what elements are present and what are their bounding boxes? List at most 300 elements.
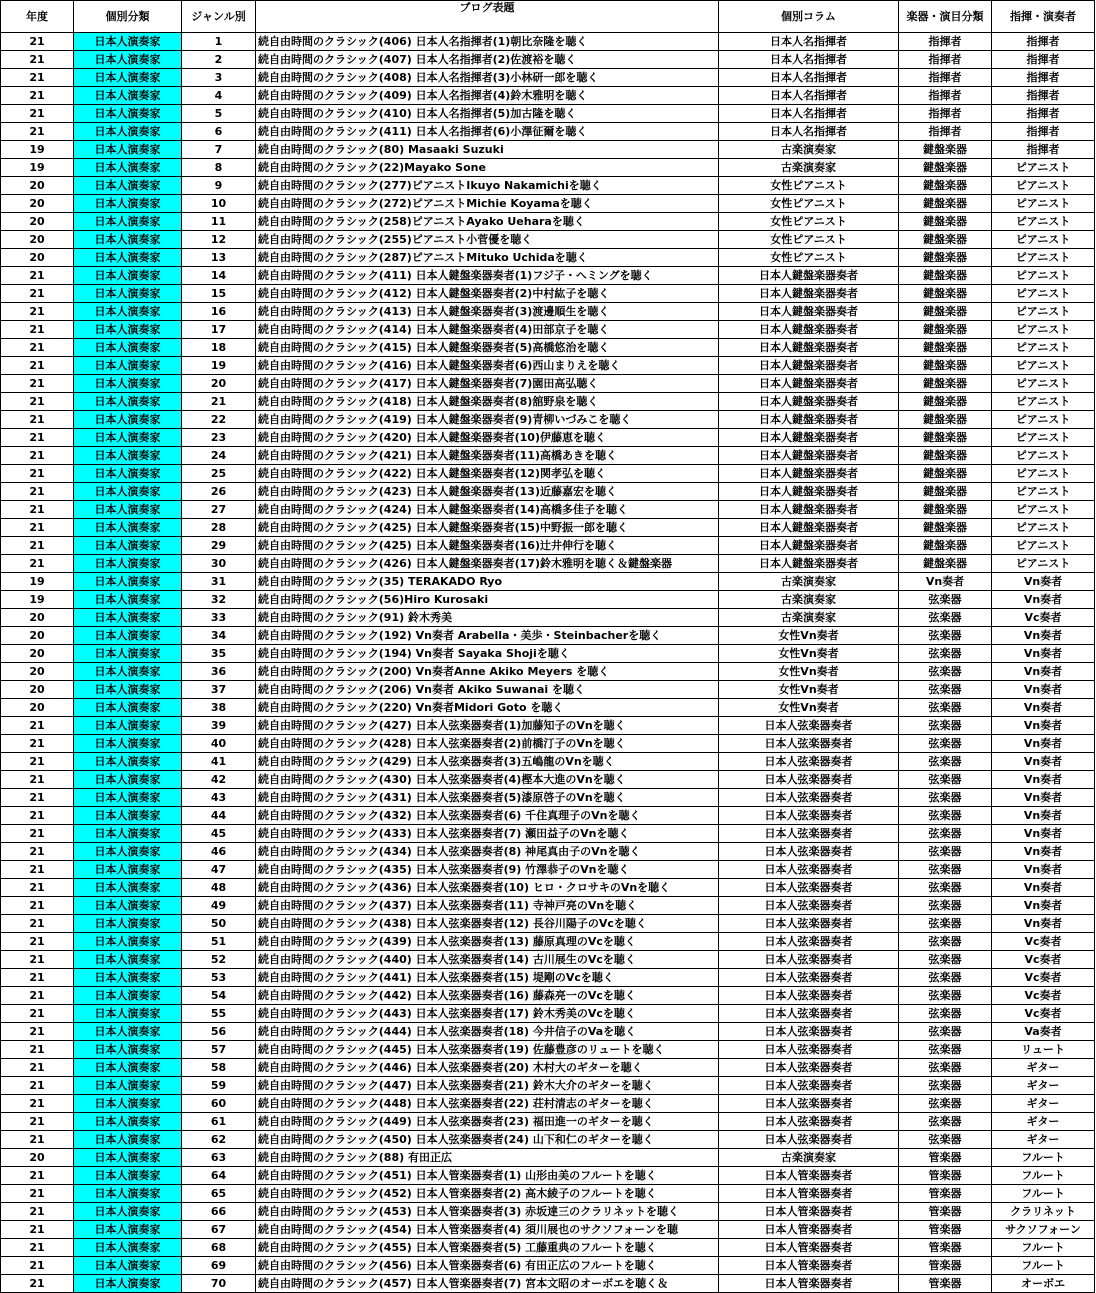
cell-performer[interactable]: 指揮者	[992, 123, 1095, 141]
cell-instrument[interactable]: 弦楽器	[899, 753, 992, 771]
cell-year[interactable]: 21	[1, 1059, 74, 1077]
cell-performer[interactable]: Vn奏者	[992, 915, 1095, 933]
cell-genre-number[interactable]: 26	[182, 483, 256, 501]
cell-blog-title[interactable]: 続自由時間のクラシック(454) 日本人管楽器奏者(4) 須川展也のサクソフォーンを聴	[256, 1221, 719, 1239]
cell-performer[interactable]: ピアニスト	[992, 159, 1095, 177]
cell-year[interactable]: 21	[1, 1221, 74, 1239]
cell-column[interactable]: 女性ピアニスト	[719, 231, 899, 249]
cell-column[interactable]: 日本人弦楽器奏者	[719, 843, 899, 861]
cell-year[interactable]: 21	[1, 267, 74, 285]
cell-genre-number[interactable]: 36	[182, 663, 256, 681]
cell-genre-number[interactable]: 66	[182, 1203, 256, 1221]
cell-column[interactable]: 古楽演奏家	[719, 573, 899, 591]
cell-instrument[interactable]: 弦楽器	[899, 1113, 992, 1131]
cell-column[interactable]: 日本人鍵盤楽器奏者	[719, 555, 899, 573]
cell-genre-number[interactable]: 2	[182, 51, 256, 69]
cell-performer[interactable]: 指揮者	[992, 141, 1095, 159]
cell-category[interactable]: 日本人演奏家	[74, 1095, 182, 1113]
cell-year[interactable]: 20	[1, 645, 74, 663]
cell-column[interactable]: 日本人名指揮者	[719, 87, 899, 105]
cell-performer[interactable]: 指揮者	[992, 51, 1095, 69]
cell-genre-number[interactable]: 69	[182, 1257, 256, 1275]
cell-genre-number[interactable]: 39	[182, 717, 256, 735]
cell-genre-number[interactable]: 61	[182, 1113, 256, 1131]
cell-column[interactable]: 日本人弦楽器奏者	[719, 1005, 899, 1023]
cell-year[interactable]: 21	[1, 33, 74, 51]
cell-year[interactable]: 21	[1, 537, 74, 555]
cell-instrument[interactable]: 管楽器	[899, 1149, 992, 1167]
cell-year[interactable]: 21	[1, 1239, 74, 1257]
cell-genre-number[interactable]: 62	[182, 1131, 256, 1149]
cell-genre-number[interactable]: 1	[182, 33, 256, 51]
cell-blog-title[interactable]: 続自由時間のクラシック(220) Vn奏者Midori Goto を聴く	[256, 699, 719, 717]
cell-instrument[interactable]: 弦楽器	[899, 1059, 992, 1077]
cell-genre-number[interactable]: 22	[182, 411, 256, 429]
cell-genre-number[interactable]: 67	[182, 1221, 256, 1239]
cell-blog-title[interactable]: 続自由時間のクラシック(447) 日本人弦楽器奏者(21) 鈴木大介のギターを聴く	[256, 1077, 719, 1095]
cell-genre-number[interactable]: 59	[182, 1077, 256, 1095]
cell-blog-title[interactable]: 続自由時間のクラシック(451) 日本人管楽器奏者(1) 山形由美のフルートを聴く	[256, 1167, 719, 1185]
cell-performer[interactable]: クラリネット	[992, 1203, 1095, 1221]
cell-column[interactable]: 日本人鍵盤楽器奏者	[719, 321, 899, 339]
cell-genre-number[interactable]: 43	[182, 789, 256, 807]
cell-instrument[interactable]: 鍵盤楽器	[899, 249, 992, 267]
cell-performer[interactable]: Vn奏者	[992, 879, 1095, 897]
cell-column[interactable]: 日本人弦楽器奏者	[719, 1041, 899, 1059]
cell-genre-number[interactable]: 10	[182, 195, 256, 213]
cell-category[interactable]: 日本人演奏家	[74, 501, 182, 519]
cell-column[interactable]: 日本人鍵盤楽器奏者	[719, 519, 899, 537]
cell-year[interactable]: 21	[1, 933, 74, 951]
cell-instrument[interactable]: 弦楽器	[899, 627, 992, 645]
cell-blog-title[interactable]: 続自由時間のクラシック(426) 日本人鍵盤楽器奏者(17)鈴木雅明を聴く＆鍵盤楽器	[256, 555, 719, 573]
cell-genre-number[interactable]: 55	[182, 1005, 256, 1023]
cell-year[interactable]: 20	[1, 681, 74, 699]
cell-category[interactable]: 日本人演奏家	[74, 735, 182, 753]
cell-column[interactable]: 日本人鍵盤楽器奏者	[719, 267, 899, 285]
cell-column[interactable]: 日本人弦楽器奏者	[719, 1023, 899, 1041]
cell-genre-number[interactable]: 21	[182, 393, 256, 411]
cell-performer[interactable]: ピアニスト	[992, 249, 1095, 267]
cell-instrument[interactable]: 弦楽器	[899, 951, 992, 969]
cell-blog-title[interactable]: 続自由時間のクラシック(424) 日本人鍵盤楽器奏者(14)高橋多佳子を聴く	[256, 501, 719, 519]
cell-blog-title[interactable]: 続自由時間のクラシック(414) 日本人鍵盤楽器奏者(4)田部京子を聴く	[256, 321, 719, 339]
cell-genre-number[interactable]: 3	[182, 69, 256, 87]
cell-instrument[interactable]: 弦楽器	[899, 807, 992, 825]
cell-category[interactable]: 日本人演奏家	[74, 483, 182, 501]
cell-performer[interactable]: リュート	[992, 1041, 1095, 1059]
cell-category[interactable]: 日本人演奏家	[74, 987, 182, 1005]
cell-instrument[interactable]: 弦楽器	[899, 1005, 992, 1023]
cell-instrument[interactable]: 鍵盤楽器	[899, 285, 992, 303]
cell-column[interactable]: 女性Vn奏者	[719, 681, 899, 699]
cell-column[interactable]: 日本人弦楽器奏者	[719, 933, 899, 951]
cell-category[interactable]: 日本人演奏家	[74, 69, 182, 87]
cell-instrument[interactable]: 弦楽器	[899, 1023, 992, 1041]
cell-genre-number[interactable]: 13	[182, 249, 256, 267]
cell-instrument[interactable]: 弦楽器	[899, 1041, 992, 1059]
cell-genre-number[interactable]: 19	[182, 357, 256, 375]
cell-blog-title[interactable]: 続自由時間のクラシック(444) 日本人弦楽器奏者(18) 今井信子のVaを聴く	[256, 1023, 719, 1041]
cell-performer[interactable]: Vn奏者	[992, 681, 1095, 699]
cell-year[interactable]: 21	[1, 357, 74, 375]
cell-blog-title[interactable]: 続自由時間のクラシック(418) 日本人鍵盤楽器奏者(8)舘野泉を聴く	[256, 393, 719, 411]
cell-genre-number[interactable]: 52	[182, 951, 256, 969]
cell-category[interactable]: 日本人演奏家	[74, 249, 182, 267]
cell-blog-title[interactable]: 続自由時間のクラシック(413) 日本人鍵盤楽器奏者(3)渡邊順生を聴く	[256, 303, 719, 321]
cell-column[interactable]: 日本人鍵盤楽器奏者	[719, 465, 899, 483]
cell-instrument[interactable]: 鍵盤楽器	[899, 177, 992, 195]
cell-column[interactable]: 日本人弦楽器奏者	[719, 807, 899, 825]
cell-column[interactable]: 女性Vn奏者	[719, 627, 899, 645]
cell-genre-number[interactable]: 50	[182, 915, 256, 933]
cell-year[interactable]: 21	[1, 789, 74, 807]
cell-category[interactable]: 日本人演奏家	[74, 213, 182, 231]
cell-blog-title[interactable]: 続自由時間のクラシック(443) 日本人弦楽器奏者(17) 鈴木秀美のVcを聴く	[256, 1005, 719, 1023]
cell-instrument[interactable]: 弦楽器	[899, 771, 992, 789]
cell-genre-number[interactable]: 7	[182, 141, 256, 159]
cell-column[interactable]: 日本人管楽器奏者	[719, 1185, 899, 1203]
cell-category[interactable]: 日本人演奏家	[74, 573, 182, 591]
cell-instrument[interactable]: 鍵盤楽器	[899, 429, 992, 447]
cell-category[interactable]: 日本人演奏家	[74, 1203, 182, 1221]
cell-year[interactable]: 21	[1, 465, 74, 483]
cell-instrument[interactable]: 弦楽器	[899, 825, 992, 843]
cell-year[interactable]: 21	[1, 555, 74, 573]
cell-performer[interactable]: ピアニスト	[992, 285, 1095, 303]
cell-category[interactable]: 日本人演奏家	[74, 951, 182, 969]
cell-year[interactable]: 21	[1, 1275, 74, 1293]
cell-instrument[interactable]: 弦楽器	[899, 879, 992, 897]
cell-instrument[interactable]: 弦楽器	[899, 915, 992, 933]
cell-blog-title[interactable]: 続自由時間のクラシック(423) 日本人鍵盤楽器奏者(13)近藤嘉宏を聴く	[256, 483, 719, 501]
cell-blog-title[interactable]: 続自由時間のクラシック(416) 日本人鍵盤楽器奏者(6)西山まりえを聴く	[256, 357, 719, 375]
cell-performer[interactable]: Vn奏者	[992, 861, 1095, 879]
cell-category[interactable]: 日本人演奏家	[74, 861, 182, 879]
cell-blog-title[interactable]: 続自由時間のクラシック(194) Vn奏者 Sayaka Shojiを聴く	[256, 645, 719, 663]
cell-genre-number[interactable]: 5	[182, 105, 256, 123]
cell-performer[interactable]: ギター	[992, 1113, 1095, 1131]
cell-blog-title[interactable]: 続自由時間のクラシック(452) 日本人管楽器奏者(2) 高木綾子のフルートを聴く	[256, 1185, 719, 1203]
cell-instrument[interactable]: 指揮者	[899, 69, 992, 87]
cell-category[interactable]: 日本人演奏家	[74, 1221, 182, 1239]
cell-genre-number[interactable]: 8	[182, 159, 256, 177]
cell-genre-number[interactable]: 4	[182, 87, 256, 105]
cell-category[interactable]: 日本人演奏家	[74, 159, 182, 177]
cell-column[interactable]: 日本人名指揮者	[719, 33, 899, 51]
cell-performer[interactable]: Vc奏者	[992, 987, 1095, 1005]
cell-instrument[interactable]: 管楽器	[899, 1275, 992, 1293]
cell-instrument[interactable]: 弦楽器	[899, 645, 992, 663]
cell-performer[interactable]: Vn奏者	[992, 771, 1095, 789]
cell-column[interactable]: 日本人弦楽器奏者	[719, 915, 899, 933]
cell-instrument[interactable]: 指揮者	[899, 123, 992, 141]
cell-performer[interactable]: Vc奏者	[992, 951, 1095, 969]
cell-column[interactable]: 女性Vn奏者	[719, 645, 899, 663]
cell-performer[interactable]: ピアニスト	[992, 267, 1095, 285]
cell-performer[interactable]: ピアニスト	[992, 483, 1095, 501]
cell-category[interactable]: 日本人演奏家	[74, 357, 182, 375]
cell-instrument[interactable]: 鍵盤楽器	[899, 537, 992, 555]
cell-genre-number[interactable]: 37	[182, 681, 256, 699]
cell-category[interactable]: 日本人演奏家	[74, 717, 182, 735]
cell-blog-title[interactable]: 続自由時間のクラシック(453) 日本人管楽器奏者(3) 赤坂達三のクラリネットを聴く	[256, 1203, 719, 1221]
cell-column[interactable]: 日本人鍵盤楽器奏者	[719, 483, 899, 501]
cell-column[interactable]: 日本人弦楽器奏者	[719, 879, 899, 897]
cell-instrument[interactable]: 鍵盤楽器	[899, 321, 992, 339]
cell-blog-title[interactable]: 続自由時間のクラシック(433) 日本人弦楽器奏者(7) 瀬田益子のVnを聴く	[256, 825, 719, 843]
cell-genre-number[interactable]: 56	[182, 1023, 256, 1041]
cell-blog-title[interactable]: 続自由時間のクラシック(438) 日本人弦楽器奏者(12) 長谷川陽子のVcを聴く	[256, 915, 719, 933]
cell-performer[interactable]: Vn奏者	[992, 735, 1095, 753]
cell-column[interactable]: 日本人鍵盤楽器奏者	[719, 285, 899, 303]
cell-category[interactable]: 日本人演奏家	[74, 1275, 182, 1293]
cell-blog-title[interactable]: 続自由時間のクラシック(437) 日本人弦楽器奏者(11) 寺神戸亮のVnを聴く	[256, 897, 719, 915]
cell-category[interactable]: 日本人演奏家	[74, 393, 182, 411]
cell-performer[interactable]: Vn奏者	[992, 663, 1095, 681]
cell-year[interactable]: 21	[1, 861, 74, 879]
cell-instrument[interactable]: 指揮者	[899, 33, 992, 51]
cell-year[interactable]: 21	[1, 1041, 74, 1059]
cell-column[interactable]: 日本人鍵盤楽器奏者	[719, 501, 899, 519]
cell-category[interactable]: 日本人演奏家	[74, 879, 182, 897]
cell-column[interactable]: 古楽演奏家	[719, 591, 899, 609]
cell-column[interactable]: 日本人鍵盤楽器奏者	[719, 393, 899, 411]
cell-category[interactable]: 日本人演奏家	[74, 177, 182, 195]
cell-blog-title[interactable]: 続自由時間のクラシック(272)ピアニストMichie Koyamaを聴く	[256, 195, 719, 213]
cell-genre-number[interactable]: 18	[182, 339, 256, 357]
cell-blog-title[interactable]: 続自由時間のクラシック(429) 日本人弦楽器奏者(3)五嶋龍のVnを聴く	[256, 753, 719, 771]
cell-performer[interactable]: Vn奏者	[992, 843, 1095, 861]
cell-year[interactable]: 21	[1, 879, 74, 897]
cell-year[interactable]: 19	[1, 159, 74, 177]
cell-instrument[interactable]: 鍵盤楽器	[899, 357, 992, 375]
cell-blog-title[interactable]: 続自由時間のクラシック(436) 日本人弦楽器奏者(10) ヒロ・クロサキのVnを聴く	[256, 879, 719, 897]
cell-category[interactable]: 日本人演奏家	[74, 699, 182, 717]
cell-year[interactable]: 21	[1, 987, 74, 1005]
cell-column[interactable]: 日本人鍵盤楽器奏者	[719, 447, 899, 465]
cell-genre-number[interactable]: 41	[182, 753, 256, 771]
cell-year[interactable]: 20	[1, 663, 74, 681]
cell-blog-title[interactable]: 続自由時間のクラシック(88) 有田正広	[256, 1149, 719, 1167]
cell-category[interactable]: 日本人演奏家	[74, 681, 182, 699]
cell-year[interactable]: 21	[1, 771, 74, 789]
cell-category[interactable]: 日本人演奏家	[74, 933, 182, 951]
cell-column[interactable]: 日本人管楽器奏者	[719, 1239, 899, 1257]
cell-column[interactable]: 古楽演奏家	[719, 159, 899, 177]
cell-year[interactable]: 21	[1, 1077, 74, 1095]
cell-performer[interactable]: Vc奏者	[992, 969, 1095, 987]
cell-column[interactable]: 日本人弦楽器奏者	[719, 969, 899, 987]
cell-blog-title[interactable]: 続自由時間のクラシック(56)Hiro Kurosaki	[256, 591, 719, 609]
cell-year[interactable]: 20	[1, 213, 74, 231]
cell-category[interactable]: 日本人演奏家	[74, 429, 182, 447]
cell-blog-title[interactable]: 続自由時間のクラシック(410) 日本人名指揮者(5)加古隆を聴く	[256, 105, 719, 123]
cell-genre-number[interactable]: 63	[182, 1149, 256, 1167]
cell-year[interactable]: 21	[1, 375, 74, 393]
cell-column[interactable]: 女性ピアニスト	[719, 177, 899, 195]
cell-blog-title[interactable]: 続自由時間のクラシック(80) Masaaki Suzuki	[256, 141, 719, 159]
cell-category[interactable]: 日本人演奏家	[74, 609, 182, 627]
cell-performer[interactable]: ピアニスト	[992, 465, 1095, 483]
cell-year[interactable]: 21	[1, 321, 74, 339]
cell-instrument[interactable]: 鍵盤楽器	[899, 555, 992, 573]
cell-year[interactable]: 21	[1, 753, 74, 771]
cell-blog-title[interactable]: 続自由時間のクラシック(277)ピアニストIkuyo Nakamichiを聴く	[256, 177, 719, 195]
cell-genre-number[interactable]: 33	[182, 609, 256, 627]
cell-category[interactable]: 日本人演奏家	[74, 267, 182, 285]
cell-category[interactable]: 日本人演奏家	[74, 825, 182, 843]
cell-performer[interactable]: ピアニスト	[992, 519, 1095, 537]
cell-genre-number[interactable]: 57	[182, 1041, 256, 1059]
cell-year[interactable]: 20	[1, 195, 74, 213]
cell-blog-title[interactable]: 続自由時間のクラシック(407) 日本人名指揮者(2)佐渡裕を聴く	[256, 51, 719, 69]
cell-column[interactable]: 日本人弦楽器奏者	[719, 1095, 899, 1113]
cell-genre-number[interactable]: 70	[182, 1275, 256, 1293]
cell-blog-title[interactable]: 続自由時間のクラシック(420) 日本人鍵盤楽器奏者(10)伊藤恵を聴く	[256, 429, 719, 447]
cell-blog-title[interactable]: 続自由時間のクラシック(456) 日本人管楽器奏者(6) 有田正広のフルートを聴く	[256, 1257, 719, 1275]
cell-year[interactable]: 21	[1, 1257, 74, 1275]
cell-genre-number[interactable]: 32	[182, 591, 256, 609]
cell-instrument[interactable]: 弦楽器	[899, 1077, 992, 1095]
cell-category[interactable]: 日本人演奏家	[74, 591, 182, 609]
cell-instrument[interactable]: 弦楽器	[899, 609, 992, 627]
cell-genre-number[interactable]: 68	[182, 1239, 256, 1257]
cell-year[interactable]: 21	[1, 843, 74, 861]
cell-instrument[interactable]: 鍵盤楽器	[899, 267, 992, 285]
cell-blog-title[interactable]: 続自由時間のクラシック(409) 日本人名指揮者(4)鈴木雅明を聴く	[256, 87, 719, 105]
cell-genre-number[interactable]: 65	[182, 1185, 256, 1203]
cell-column[interactable]: 日本人管楽器奏者	[719, 1257, 899, 1275]
cell-performer[interactable]: フルート	[992, 1257, 1095, 1275]
cell-instrument[interactable]: 鍵盤楽器	[899, 231, 992, 249]
cell-category[interactable]: 日本人演奏家	[74, 1077, 182, 1095]
cell-category[interactable]: 日本人演奏家	[74, 789, 182, 807]
cell-column[interactable]: 日本人弦楽器奏者	[719, 789, 899, 807]
cell-category[interactable]: 日本人演奏家	[74, 645, 182, 663]
cell-category[interactable]: 日本人演奏家	[74, 465, 182, 483]
cell-blog-title[interactable]: 続自由時間のクラシック(35) TERAKADO Ryo	[256, 573, 719, 591]
cell-instrument[interactable]: 弦楽器	[899, 699, 992, 717]
cell-column[interactable]: 日本人名指揮者	[719, 51, 899, 69]
cell-category[interactable]: 日本人演奏家	[74, 1167, 182, 1185]
cell-column[interactable]: 日本人鍵盤楽器奏者	[719, 339, 899, 357]
cell-year[interactable]: 20	[1, 177, 74, 195]
cell-blog-title[interactable]: 続自由時間のクラシック(411) 日本人鍵盤楽器奏者(1)フジ子・ヘミングを聴く	[256, 267, 719, 285]
cell-category[interactable]: 日本人演奏家	[74, 663, 182, 681]
cell-column[interactable]: 日本人名指揮者	[719, 123, 899, 141]
cell-performer[interactable]: ピアニスト	[992, 195, 1095, 213]
cell-year[interactable]: 20	[1, 231, 74, 249]
cell-instrument[interactable]: 指揮者	[899, 51, 992, 69]
cell-performer[interactable]: Vc奏者	[992, 609, 1095, 627]
cell-performer[interactable]: Vn奏者	[992, 825, 1095, 843]
cell-blog-title[interactable]: 続自由時間のクラシック(415) 日本人鍵盤楽器奏者(5)高橋悠治を聴く	[256, 339, 719, 357]
cell-column[interactable]: 日本人弦楽器奏者	[719, 861, 899, 879]
cell-year[interactable]: 21	[1, 1167, 74, 1185]
cell-year[interactable]: 21	[1, 1023, 74, 1041]
cell-category[interactable]: 日本人演奏家	[74, 897, 182, 915]
cell-blog-title[interactable]: 続自由時間のクラシック(258)ピアニストAyako Ueharaを聴く	[256, 213, 719, 231]
cell-performer[interactable]: ピアニスト	[992, 213, 1095, 231]
cell-category[interactable]: 日本人演奏家	[74, 411, 182, 429]
cell-genre-number[interactable]: 53	[182, 969, 256, 987]
cell-column[interactable]: 日本人弦楽器奏者	[719, 987, 899, 1005]
cell-instrument[interactable]: 弦楽器	[899, 1131, 992, 1149]
cell-genre-number[interactable]: 12	[182, 231, 256, 249]
cell-performer[interactable]: ピアニスト	[992, 447, 1095, 465]
cell-blog-title[interactable]: 続自由時間のクラシック(428) 日本人弦楽器奏者(2)前橋汀子のVnを聴く	[256, 735, 719, 753]
cell-year[interactable]: 21	[1, 825, 74, 843]
cell-blog-title[interactable]: 続自由時間のクラシック(441) 日本人弦楽器奏者(15) 堤剛のVcを聴く	[256, 969, 719, 987]
cell-column[interactable]: 古楽演奏家	[719, 609, 899, 627]
cell-performer[interactable]: 指揮者	[992, 69, 1095, 87]
cell-performer[interactable]: ピアニスト	[992, 177, 1095, 195]
cell-year[interactable]: 20	[1, 627, 74, 645]
cell-category[interactable]: 日本人演奏家	[74, 627, 182, 645]
cell-instrument[interactable]: 弦楽器	[899, 861, 992, 879]
cell-column[interactable]: 日本人管楽器奏者	[719, 1203, 899, 1221]
cell-year[interactable]: 21	[1, 123, 74, 141]
cell-instrument[interactable]: 指揮者	[899, 87, 992, 105]
cell-blog-title[interactable]: 続自由時間のクラシック(425) 日本人鍵盤楽器奏者(16)辻井伸行を聴く	[256, 537, 719, 555]
cell-year[interactable]: 21	[1, 411, 74, 429]
cell-category[interactable]: 日本人演奏家	[74, 51, 182, 69]
cell-year[interactable]: 21	[1, 951, 74, 969]
cell-category[interactable]: 日本人演奏家	[74, 915, 182, 933]
cell-blog-title[interactable]: 続自由時間のクラシック(440) 日本人弦楽器奏者(14) 古川展生のVcを聴く	[256, 951, 719, 969]
cell-category[interactable]: 日本人演奏家	[74, 1257, 182, 1275]
cell-column[interactable]: 日本人鍵盤楽器奏者	[719, 303, 899, 321]
cell-performer[interactable]: ギター	[992, 1131, 1095, 1149]
cell-blog-title[interactable]: 続自由時間のクラシック(457) 日本人管楽器奏者(7) 宮本文昭のオーボエを聴く＆	[256, 1275, 719, 1293]
cell-category[interactable]: 日本人演奏家	[74, 537, 182, 555]
cell-performer[interactable]: Vn奏者	[992, 627, 1095, 645]
cell-genre-number[interactable]: 60	[182, 1095, 256, 1113]
cell-instrument[interactable]: 弦楽器	[899, 735, 992, 753]
cell-column[interactable]: 日本人管楽器奏者	[719, 1167, 899, 1185]
cell-genre-number[interactable]: 31	[182, 573, 256, 591]
cell-instrument[interactable]: 鍵盤楽器	[899, 411, 992, 429]
cell-blog-title[interactable]: 続自由時間のクラシック(287)ピアニストMituko Uchidaを聴く	[256, 249, 719, 267]
cell-category[interactable]: 日本人演奏家	[74, 33, 182, 51]
cell-genre-number[interactable]: 58	[182, 1059, 256, 1077]
cell-instrument[interactable]: 管楽器	[899, 1203, 992, 1221]
cell-blog-title[interactable]: 続自由時間のクラシック(411) 日本人名指揮者(6)小澤征爾を聴く	[256, 123, 719, 141]
cell-instrument[interactable]: 鍵盤楽器	[899, 447, 992, 465]
cell-category[interactable]: 日本人演奏家	[74, 1239, 182, 1257]
cell-category[interactable]: 日本人演奏家	[74, 1023, 182, 1041]
cell-category[interactable]: 日本人演奏家	[74, 1149, 182, 1167]
cell-column[interactable]: 日本人鍵盤楽器奏者	[719, 537, 899, 555]
cell-instrument[interactable]: 鍵盤楽器	[899, 393, 992, 411]
cell-performer[interactable]: Vn奏者	[992, 717, 1095, 735]
cell-performer[interactable]: ピアニスト	[992, 501, 1095, 519]
cell-blog-title[interactable]: 続自由時間のクラシック(455) 日本人管楽器奏者(5) 工藤重典のフルートを聴く	[256, 1239, 719, 1257]
cell-blog-title[interactable]: 続自由時間のクラシック(448) 日本人弦楽器奏者(22) 荘村清志のギターを聴く	[256, 1095, 719, 1113]
cell-instrument[interactable]: 鍵盤楽器	[899, 501, 992, 519]
cell-instrument[interactable]: 鍵盤楽器	[899, 519, 992, 537]
cell-instrument[interactable]: 鍵盤楽器	[899, 195, 992, 213]
cell-year[interactable]: 21	[1, 105, 74, 123]
cell-column[interactable]: 古楽演奏家	[719, 1149, 899, 1167]
cell-performer[interactable]: サクソフォーン	[992, 1221, 1095, 1239]
cell-instrument[interactable]: 鍵盤楽器	[899, 213, 992, 231]
cell-performer[interactable]: 指揮者	[992, 33, 1095, 51]
cell-performer[interactable]: フルート	[992, 1239, 1095, 1257]
cell-genre-number[interactable]: 28	[182, 519, 256, 537]
cell-performer[interactable]: Vn奏者	[992, 699, 1095, 717]
